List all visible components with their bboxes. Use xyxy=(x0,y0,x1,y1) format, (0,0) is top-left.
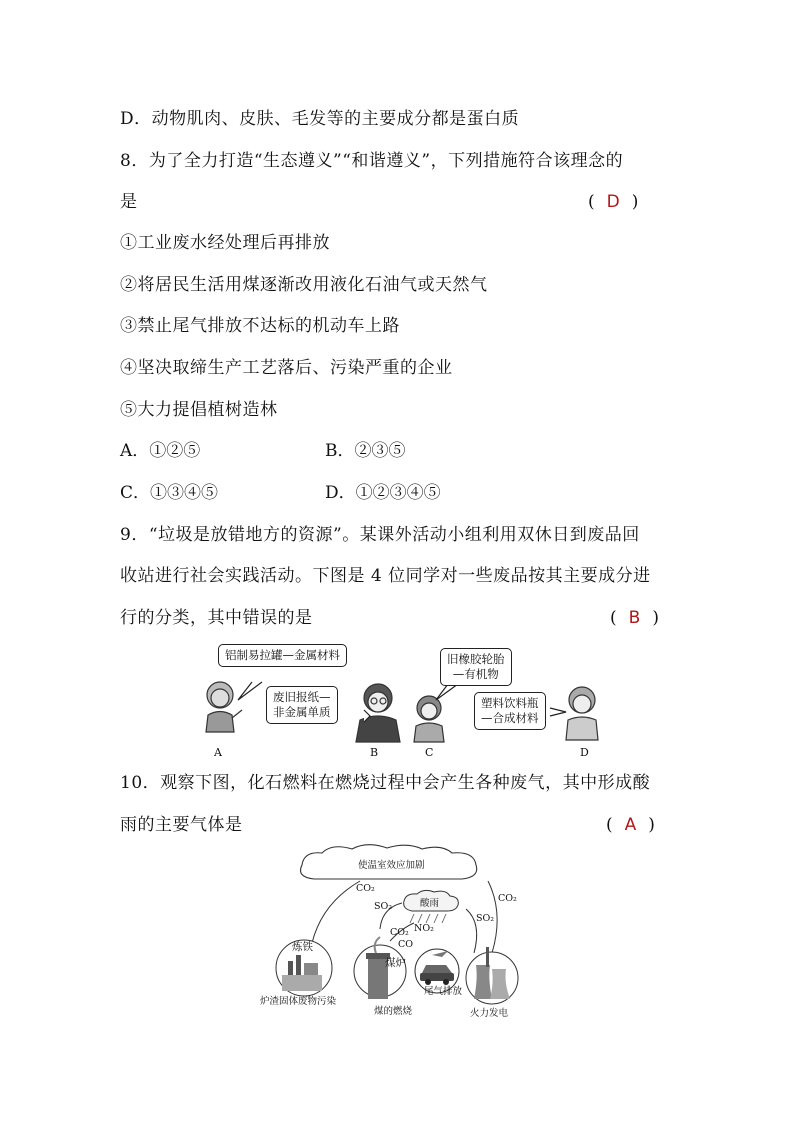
cloud-label: 使温室效应加剧 xyxy=(358,860,425,871)
q8-item-5: ⑤大力提倡植树造林 xyxy=(120,400,278,420)
q8-option-c: C．①③④⑤ xyxy=(120,483,219,503)
no2-label: NO₂ xyxy=(414,923,434,934)
q10-stem-line1: 10．观察下图，化石燃料在燃烧过程中会产生各种废气，其中形成酸 xyxy=(120,773,651,793)
q10-answer-letter: A xyxy=(624,815,637,835)
co2-label-1: CO₂ xyxy=(356,883,375,894)
q8-answer-letter: D xyxy=(606,192,620,212)
q8-option-b: B．②③⑤ xyxy=(325,441,406,461)
student-c-figure xyxy=(414,696,444,742)
q8-stem-line1: 8．为了全力打造“生态遵义”“和谐遵义”，下列措施符合该理念的 xyxy=(120,151,624,171)
so2-label-1: SO₂ xyxy=(374,901,393,912)
label-d: D xyxy=(580,746,589,759)
label-b: B xyxy=(370,746,379,759)
slag-label: 炉渣固体废物污染 xyxy=(260,996,337,1007)
q9-answer: ( B ) xyxy=(610,608,659,628)
label-a: A xyxy=(214,746,222,759)
student-a-figure xyxy=(206,682,242,732)
q8-item-3: ③禁止尾气排放不达标的机动车上路 xyxy=(120,316,400,336)
q9-stem-line3: 行的分类，其中错误的是 xyxy=(120,608,313,628)
fossil-fuel-pollution-figure xyxy=(252,843,532,1023)
student-d-figure xyxy=(566,687,598,740)
q8-stem-line2: 是 xyxy=(120,192,138,212)
exhaust-label: 尾气排放 xyxy=(424,986,463,997)
q10-stem-line2: 雨的主要气体是 xyxy=(120,815,243,835)
co2-label-2: CO₂ xyxy=(390,927,409,938)
bubble-b: 废旧报纸— 非金属单质 xyxy=(266,686,338,724)
q8-item-2: ②将居民生活用煤逐渐改用液化石油气或天然气 xyxy=(120,275,488,295)
q8-option-a: A．①②⑤ xyxy=(120,441,201,461)
power-label: 火力发电 xyxy=(470,1008,509,1019)
coal-burning-label: 煤的燃烧 xyxy=(374,1006,413,1017)
q9-stem-line1: 9．“垃圾是放错地方的资源”。某课外活动小组利用双休日到废品回 xyxy=(120,525,640,545)
bubble-a: 铝制易拉罐—金属材料 xyxy=(218,644,347,667)
furnace-label: 煤炉 xyxy=(385,957,406,969)
acid-rain-label: 酸雨 xyxy=(420,898,440,909)
so2-label-2: SO₂ xyxy=(476,913,495,924)
q9-stem-line2: 收站进行社会实践活动。下图是 4 位同学对一些废品按其主要成分进 xyxy=(120,566,651,586)
q8-item-4: ④坚决取缔生产工艺落后、污染严重的企业 xyxy=(120,358,453,378)
q9-answer-letter: B xyxy=(628,608,641,628)
student-b-figure xyxy=(356,684,400,742)
q10-answer: ( A ) xyxy=(606,815,655,835)
label-c: C xyxy=(425,746,434,759)
bubble-c: 旧橡胶轮胎 —有机物 xyxy=(440,648,512,686)
q8-answer: ( D ) xyxy=(588,192,639,212)
q8-option-d: D．①②③④⑤ xyxy=(325,483,441,503)
bubble-d: 塑料饮料瓶 —合成材料 xyxy=(474,692,546,730)
waste-classification-figure xyxy=(200,640,620,765)
option-d-line: D．动物肌肉、皮肤、毛发等的主要成分都是蛋白质 xyxy=(120,109,520,129)
steel-label: 炼铁 xyxy=(292,941,313,953)
q8-item-1: ①工业废水经处理后再排放 xyxy=(120,233,330,253)
co2-label-3: CO₂ xyxy=(498,893,517,904)
co-label: CO xyxy=(398,939,414,950)
